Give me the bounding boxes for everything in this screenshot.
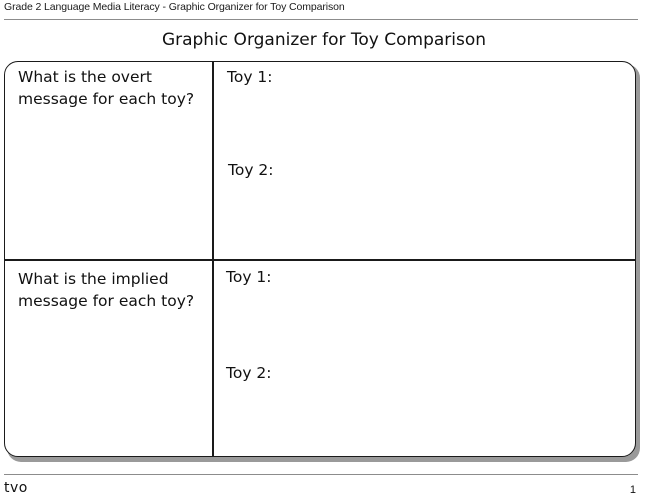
header-divider [4,19,638,20]
overt-toy-1-label: Toy 1: [227,68,273,86]
implied-toy-1-label: Toy 1: [226,268,272,286]
overt-toy-2-label: Toy 2: [228,161,274,179]
document-header: Grade 2 Language Media Literacy - Graphic Organizer for Toy Comparison [4,1,345,13]
tvo-logo: tvo [4,480,28,496]
question-line: message for each toy? [18,292,195,310]
implied-message-question [18,268,208,312]
page-title: Graphic Organizer for Toy Comparison [161,30,487,50]
question-line: What is the implied [18,270,169,288]
question-line: message for each toy? [18,90,195,108]
question-line: What is the overt [18,68,152,86]
footer-divider [4,474,638,475]
overt-message-question [18,66,208,110]
page-number: 1 [629,484,636,496]
implied-toy-2-label: Toy 2: [226,364,272,382]
row-divider [5,259,635,261]
graphic-organizer-table [4,61,636,457]
